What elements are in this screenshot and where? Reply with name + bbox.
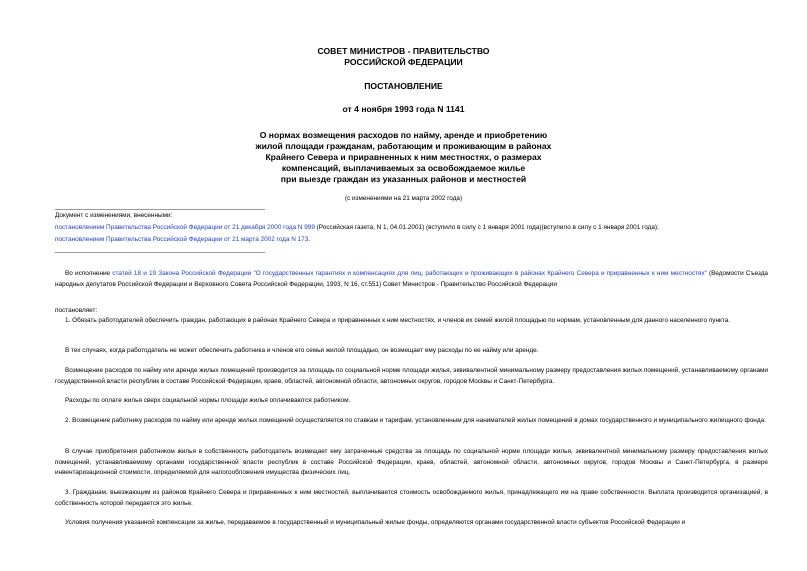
paragraph: В тех случаях, когда работодатель не может обеспечить работника и членов его семьи жилой площадью, он возмещает ему расходы по ее найму или аренде. bbox=[65, 347, 539, 354]
divider bbox=[55, 209, 265, 210]
divider bbox=[55, 252, 265, 253]
paragraph: 1. Обязать работодателей обеспечить граждан, работающих в районах Крайнего Севера и приравненных к ним местностях, и членов их семей жилой площадью по нормам, установленным для данного населенного пункта. bbox=[65, 317, 731, 324]
amendment-details: (Российская газета, N 1, 04.01.2001) (вступило в силу с 1 января 2001 года)(вступило в силу с 1 января 2001 года); bbox=[314, 224, 659, 231]
paragraph: 2. Возмещение работнику расходов по найму или аренде жилых помещений осуществляется по ставкам и тарифам, установленным для нанимателей жилых помещений в домах государственного и муниципального жилищного фонда. bbox=[65, 417, 766, 424]
paragraph: Условия получения указанной компенсации за жилье, передаваемое в государственный и муниципальный жилые фонды, определяются органами государственной власти субъектов Российской Федерации и bbox=[65, 519, 686, 526]
org-name-line2: РОССИЙСКОЙ ФЕДЕРАЦИИ bbox=[344, 57, 463, 67]
paragraph: Возмещение расходов по найму или аренде жилых помещений производится за площадь по социальной норме площади жилья, эквивалентной минимальному размеру предоставления жилых помещений, устанавливаемому органами государственной власти республик в составе Российской Федерации, краев, областей, автономной области, автономных округов, городов Москвы и Санкт-Петербурга. bbox=[55, 367, 768, 385]
doc-date-number: от 4 ноября 1993 года N 1141 bbox=[342, 104, 465, 114]
decree-word: постановляет: bbox=[55, 307, 98, 314]
doc-title-line: при выезде граждан из указанных районов и местностей bbox=[280, 174, 527, 184]
doc-type: ПОСТАНОВЛЕНИЕ bbox=[364, 81, 443, 91]
law-articles-link[interactable]: статей 18 и 19 Закона Российской Федерации "О государственных гарантиях и компенсациях для лиц, работающих и проживающих в районах Крайнего Севера и приравненных к ним местностях" bbox=[112, 270, 707, 277]
doc-title-line: Крайнего Севера и приравненных к ним местностях, о размерах bbox=[265, 152, 542, 162]
paragraph: 3. Гражданам, выезжающим из районов Крайнего Севера и приравненных к ним местностей, выплачивается стоимость освобождаемого жилья, принадлежащего им на праве собственности. Выплата производится организацией, в собственность которой передается это жилье. bbox=[55, 489, 768, 507]
revision-note: (с изменениями на 21 марта 2002 года) bbox=[344, 195, 463, 202]
changes-item bbox=[55, 223, 770, 232]
paragraph: В случае приобретения работником жилья в собственность работодатель возмещает ему затраченные средства за площадь по социальной норме площади жилья, эквивалентной минимальному размеру предоставления жилых помещений, устанавливаемому органами государственной власти республик в составе Российской Федерации, краев, областей, автономной области, автономных округов, городов Москвы и Санкт-Петербурга, в размере инвентаризационной стоимости, определяемой для налогообложения имущества физических лиц. bbox=[55, 448, 768, 476]
changes-item bbox=[55, 235, 310, 244]
org-name-line1: СОВЕТ МИНИСТРОВ - ПРАВИТЕЛЬСТВО bbox=[317, 46, 490, 56]
doc-title-line: жилой площади гражданам, работающим и проживающим в районах bbox=[255, 141, 552, 151]
doc-title-line: компенсаций, выплачиваемых за освобождаемое жилье bbox=[281, 163, 526, 173]
doc-title-line: О нормах возмещения расходов по найму, аренде и приобретению bbox=[259, 130, 548, 140]
amendment-link[interactable]: постановлением Правительства Российской Федерации от 21 декабря 2000 года N 999 bbox=[55, 224, 315, 231]
amendment-details: . bbox=[308, 236, 311, 243]
amendment-link[interactable]: постановлением Правительства Российской Федерации от 21 марта 2002 года N 173 bbox=[55, 236, 309, 243]
preamble: Во исполнение статей 18 и 19 Закона Российской Федерации "О государственных гарантиях и компенсациях для лиц, работающих и проживающих в районах Крайнего Севера и приравненных к ним местностях" (Ведомости Съезда народных депутатов Российской Федерации и Верховного Совета Российской Федерации, 1993, N 16, ст.551) Совет Министров - Правительство Российской Федерации bbox=[55, 270, 768, 288]
paragraph: Расходы по оплате жилья сверх социальной нормы площади жилья оплачиваются работником. bbox=[65, 397, 351, 404]
changes-intro: Документ с изменениями, внесенными: bbox=[55, 212, 173, 219]
